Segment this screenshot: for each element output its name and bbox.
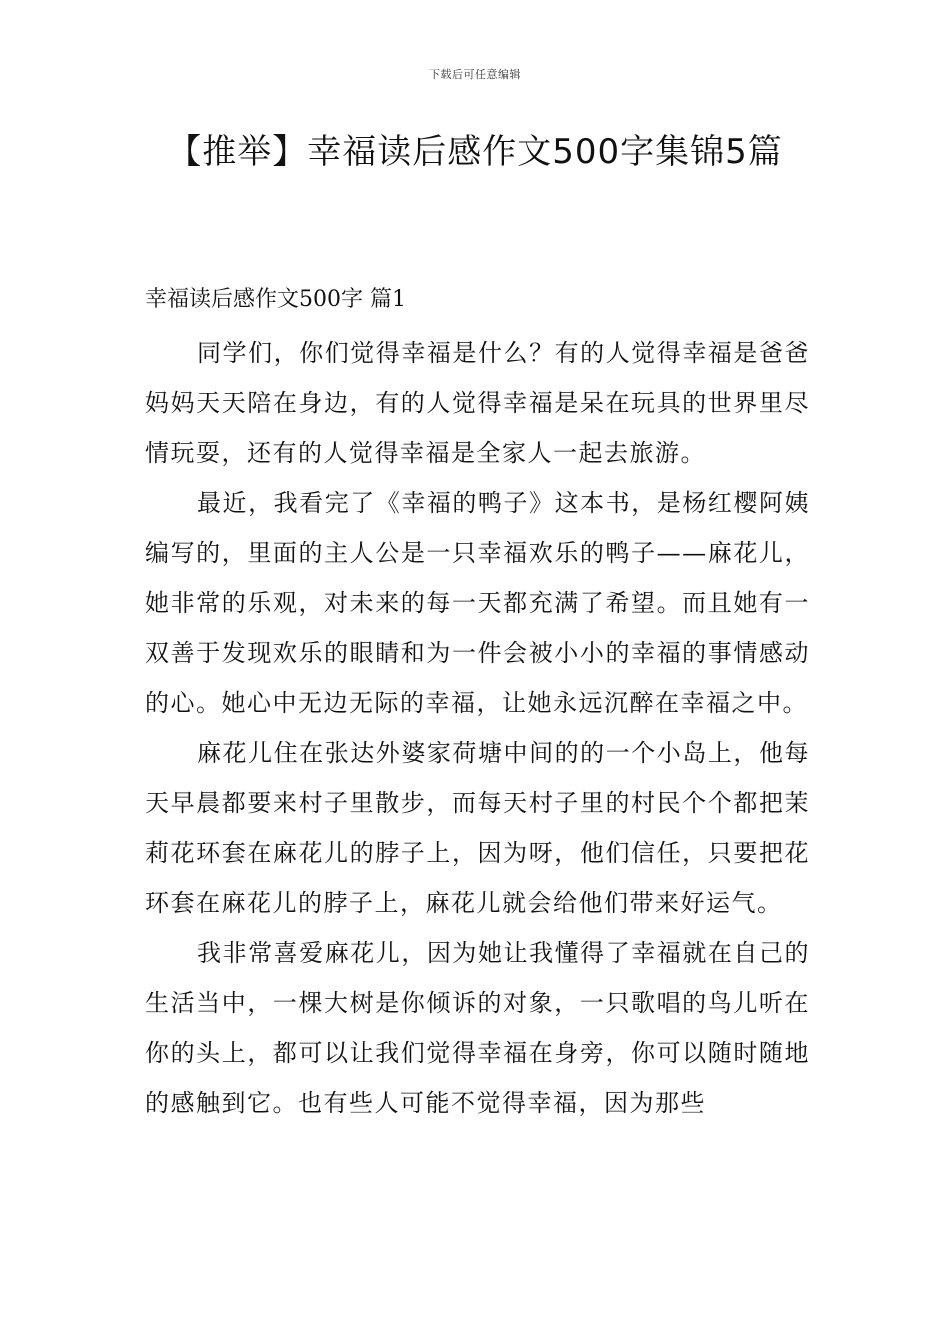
section-heading: 幸福读后感作文500字 篇1 bbox=[145, 287, 406, 312]
document-title: 【推举】幸福读后感作文500字集锦5篇 bbox=[167, 132, 783, 172]
paragraph-2: 最近，我看完了《幸福的鸭子》这本书，是杨红樱阿姨编写的，里面的主人公是一只幸福欢乐的鸭子——麻花儿，她非常的乐观，对未来的每一天都充满了希望。而且她有一双善于发现欢乐的眼睛和为一件会被小小的幸福的事情感动的心。她心中无边无际的幸福，让她永远沉醉在幸福之中。 bbox=[145, 489, 810, 717]
paragraph-3: 麻花儿住在张达外婆家荷塘中间的的一个小岛上，他每天早晨都要来村子里散步，而每天村子里的村民个个都把茉莉花环套在麻花儿的脖子上，因为呀，他们信任，只要把花环套在麻花儿的脖子上，麻花儿就会给他们带来好运气。 bbox=[145, 739, 810, 917]
document-body bbox=[145, 278, 810, 1128]
paragraph-4: 我非常喜爱麻花儿，因为她让我懂得了幸福就在自己的生活当中，一棵大树是你倾诉的对象，一只歌唱的鸟儿听在你的头上，都可以让我们觉得幸福在身旁，你可以随时随地的感触到它。也有些人可能不觉得幸福，因为那些 bbox=[145, 939, 810, 1117]
paragraph-1: 同学们，你们觉得幸福是什么？有的人觉得幸福是爸爸妈妈天天陪在身边，有的人觉得幸福是呆在玩具的世界里尽情玩耍，还有的人觉得幸福是全家人一起去旅游。 bbox=[145, 339, 810, 467]
header-note: 下载后可任意编辑 bbox=[429, 68, 521, 81]
